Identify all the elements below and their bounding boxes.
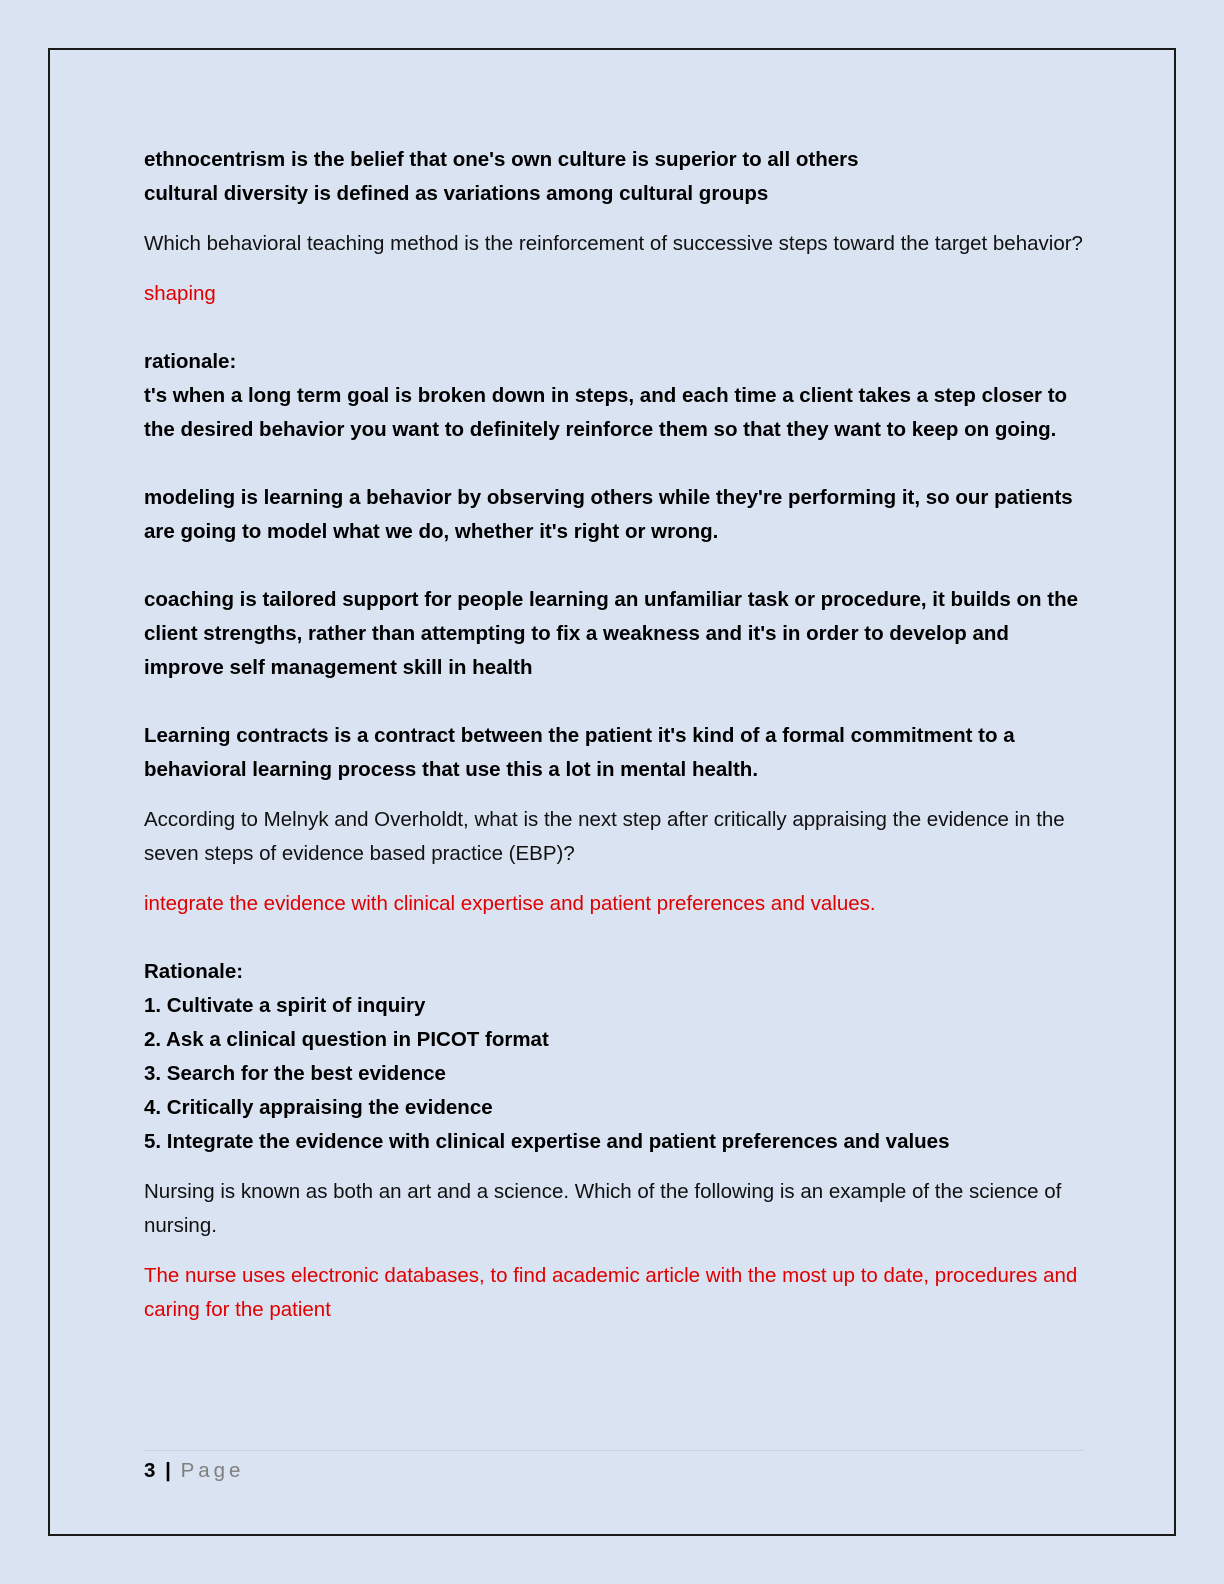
ebp-step: 4. Critically appraising the evidence [144, 1096, 493, 1119]
ethnocentrism-definition: ethnocentrism is the belief that one's own culture is superior to all others [144, 148, 859, 171]
question-2: According to Melnyk and Overholdt, what is the next step after critically appraising the evidence in the seven steps of evidence based practice (EBP)? [144, 808, 1065, 865]
answer-3: The nurse uses electronic databases, to find academic article with the most up to date, procedures and caring for the patient [144, 1264, 1078, 1321]
document-body [144, 143, 1084, 1327]
answer-2: integrate the evidence with clinical expertise and patient preferences and values. [144, 892, 876, 915]
footer-divider [144, 1450, 1084, 1451]
learning-contracts-definition: Learning contracts is a contract between the patient it's kind of a formal commitment to a behavioral learning process that use this a lot in mental health. [144, 724, 1015, 781]
rationale-1-heading: rationale: [144, 350, 237, 373]
coaching-definition: coaching is tailored support for people learning an unfamiliar task or procedure, it builds on the client strengths, rather than attempting to fix a weakness and it's in order to develop and improve self management skill in health [144, 588, 1079, 679]
ebp-step: 1. Cultivate a spirit of inquiry [144, 994, 426, 1017]
ebp-step: 3. Search for the best evidence [144, 1062, 446, 1085]
footer-separator: | [165, 1459, 171, 1482]
question-3: Nursing is known as both an art and a science. Which of the following is an example of the science of nursing. [144, 1180, 1062, 1237]
page-number: 3 [144, 1459, 156, 1482]
rationale-2-heading: Rationale: [144, 960, 244, 983]
answer-1: shaping [144, 282, 216, 305]
ebp-step: 2. Ask a clinical question in PICOT format [144, 1028, 549, 1051]
rationale-1-body: t's when a long term goal is broken down in steps, and each time a client takes a step closer to the desired behavior you want to definitely reinforce them so that they want to keep on going. [144, 384, 1068, 441]
page-label: Page [180, 1459, 245, 1482]
cultural-diversity-definition: cultural diversity is defined as variations among cultural groups [144, 182, 769, 205]
modeling-definition: modeling is learning a behavior by observing others while they're performing it, so our patients are going to model what we do, whether it's right or wrong. [144, 486, 1073, 543]
ebp-step: 5. Integrate the evidence with clinical expertise and patient preferences and values [144, 1130, 950, 1153]
page-footer [144, 1454, 244, 1488]
question-1: Which behavioral teaching method is the reinforcement of successive steps toward the target behavior? [144, 232, 1083, 255]
